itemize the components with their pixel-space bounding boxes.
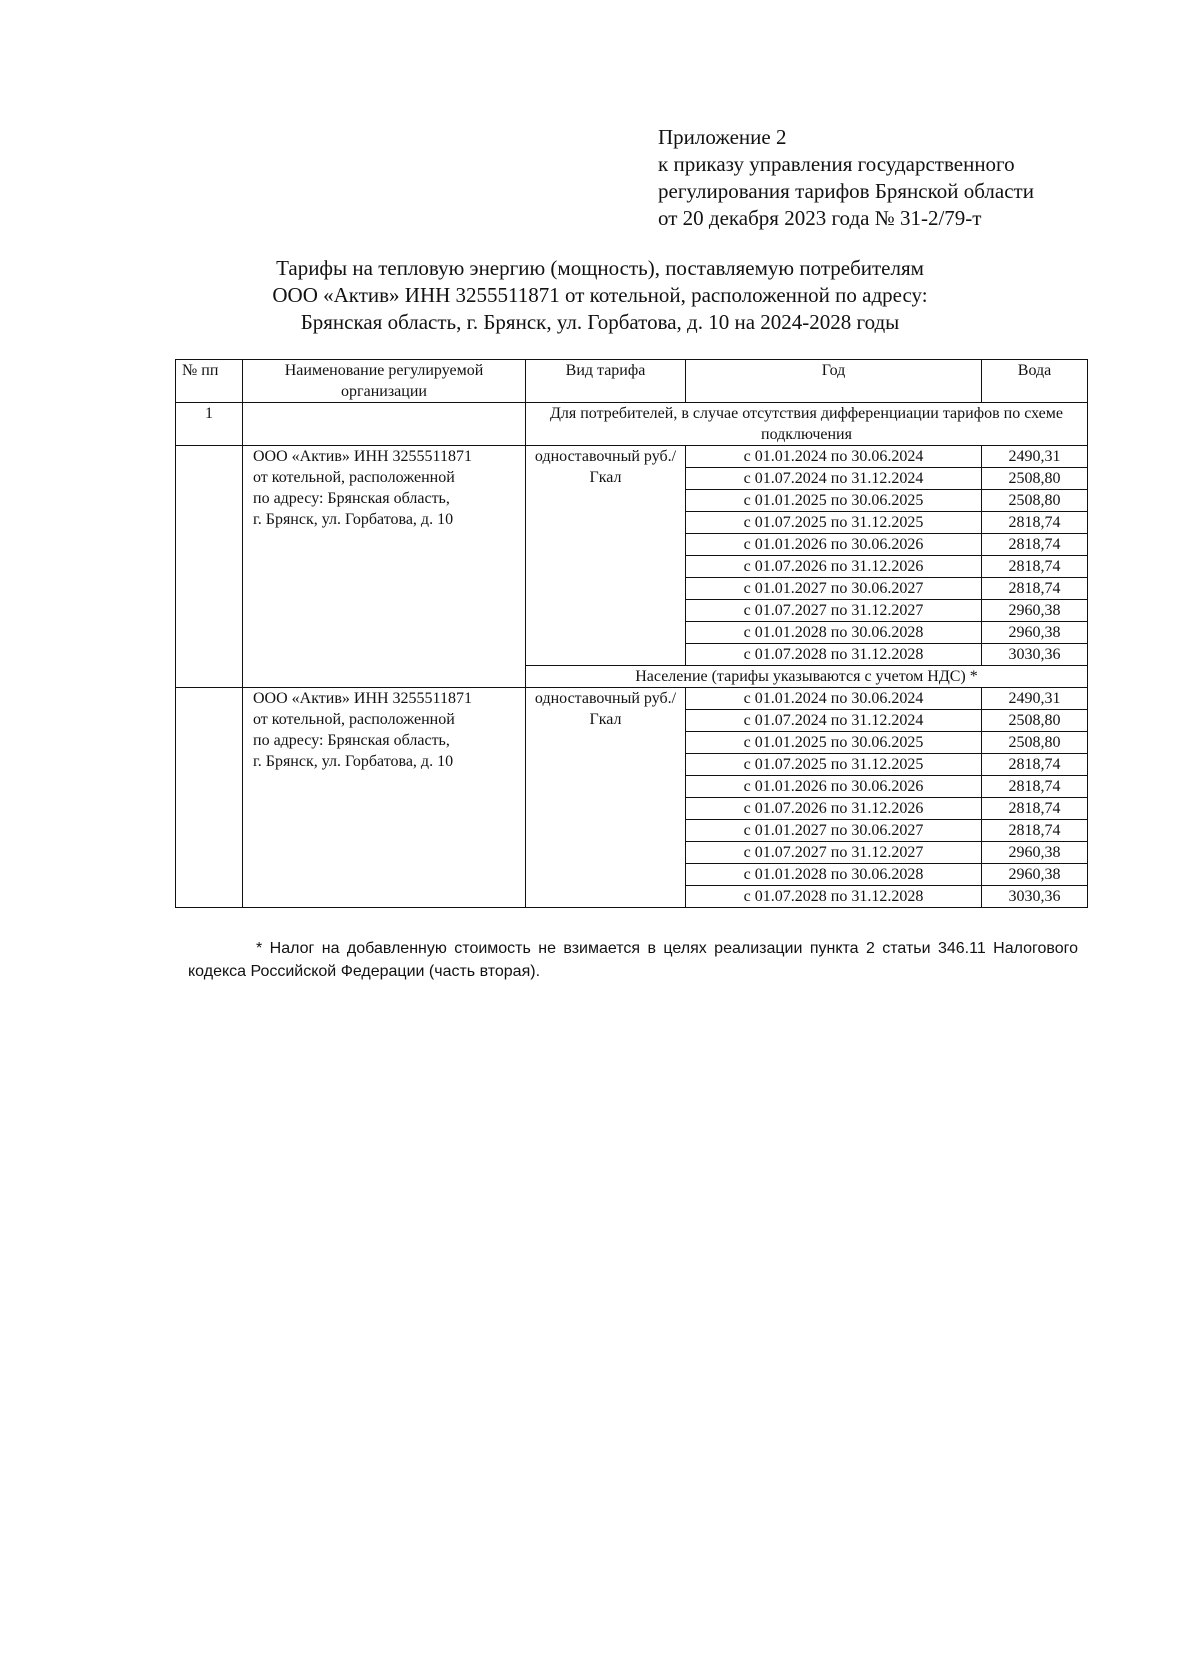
tariff-period: с 01.07.2028 по 31.12.2028 bbox=[686, 644, 982, 666]
tariff-table bbox=[175, 359, 1088, 908]
tariff-value: 2508,80 bbox=[982, 732, 1088, 754]
group-caption: Население (тарифы указываются с учетом НДС) * bbox=[526, 666, 1088, 688]
tariff-period: с 01.01.2025 по 30.06.2025 bbox=[686, 490, 982, 512]
header-year: Год bbox=[686, 360, 982, 403]
document-title bbox=[150, 255, 1050, 336]
appendix-line: регулирования тарифов Брянской области bbox=[658, 179, 1034, 203]
tariff-value: 3030,36 bbox=[982, 644, 1088, 666]
tariff-value: 2490,31 bbox=[982, 446, 1088, 468]
footnote: * Налог на добавленную стоимость не взимается в целях реализации пункта 2 статьи 346.11 Налогового кодекса Российской Федерации (часть вторая). bbox=[188, 940, 1078, 980]
tariff-value: 2818,74 bbox=[982, 776, 1088, 798]
empty-cell bbox=[243, 403, 526, 446]
tariff-period: с 01.07.2027 по 31.12.2027 bbox=[686, 600, 982, 622]
tariff-period: с 01.07.2025 по 31.12.2025 bbox=[686, 512, 982, 534]
tariff-value: 3030,36 bbox=[982, 886, 1088, 908]
title-line: Тарифы на тепловую энергию (мощность), поставляемую потребителям bbox=[276, 256, 924, 280]
tariff-value: 2960,38 bbox=[982, 864, 1088, 886]
group-caption: Для потребителей, в случае отсутствия дифференциации тарифов по схеме подключения bbox=[526, 403, 1088, 446]
appendix-line: от 20 декабря 2023 года № 31-2/79-т bbox=[658, 206, 982, 230]
header-kind: Вид тарифа bbox=[526, 360, 686, 403]
tariff-period: с 01.01.2027 по 30.06.2027 bbox=[686, 578, 982, 600]
tariff-value: 2818,74 bbox=[982, 754, 1088, 776]
tariff-value: 2508,80 bbox=[982, 468, 1088, 490]
tariff-period: с 01.07.2026 по 31.12.2026 bbox=[686, 798, 982, 820]
appendix-line: Приложение 2 bbox=[658, 125, 787, 149]
tariff-period: с 01.01.2026 по 30.06.2026 bbox=[686, 776, 982, 798]
tariff-period: с 01.01.2028 по 30.06.2028 bbox=[686, 622, 982, 644]
tariff-value: 2960,38 bbox=[982, 622, 1088, 644]
tariff-period: с 01.01.2025 по 30.06.2025 bbox=[686, 732, 982, 754]
table-row bbox=[176, 446, 1088, 468]
organization-name: ООО «Актив» ИНН 3255511871 от котельной, расположенной по адресу: Брянская область, г. Брянск, ул. Горбатова, д. 10 bbox=[243, 446, 526, 688]
tariff-value: 2960,38 bbox=[982, 842, 1088, 864]
tariff-kind: одноставочный руб./Гкал bbox=[526, 446, 686, 666]
tariff-period: с 01.07.2024 по 31.12.2024 bbox=[686, 710, 982, 732]
organization-name: ООО «Актив» ИНН 3255511871 от котельной, расположенной по адресу: Брянская область, г. Брянск, ул. Горбатова, д. 10 bbox=[243, 688, 526, 908]
row-number: 1 bbox=[176, 403, 243, 446]
title-line: Брянская область, г. Брянск, ул. Горбатова, д. 10 на 2024-2028 годы bbox=[300, 310, 900, 334]
tariff-value: 2818,74 bbox=[982, 820, 1088, 842]
tariff-period: с 01.01.2024 по 30.06.2024 bbox=[686, 688, 982, 710]
tariff-value: 2818,74 bbox=[982, 798, 1088, 820]
tariff-value: 2818,74 bbox=[982, 556, 1088, 578]
tariff-period: с 01.07.2024 по 31.12.2024 bbox=[686, 468, 982, 490]
tariff-value: 2508,80 bbox=[982, 490, 1088, 512]
tariff-kind: одноставочный руб./Гкал bbox=[526, 688, 686, 908]
header-water: Вода bbox=[982, 360, 1088, 403]
tariff-value: 2818,74 bbox=[982, 512, 1088, 534]
tariff-period: с 01.01.2024 по 30.06.2024 bbox=[686, 446, 982, 468]
num-cell bbox=[176, 688, 243, 908]
header-num: № пп bbox=[176, 360, 243, 403]
table-body bbox=[176, 403, 1088, 908]
tariff-period: с 01.07.2028 по 31.12.2028 bbox=[686, 886, 982, 908]
tariff-value: 2818,74 bbox=[982, 578, 1088, 600]
appendix-line: к приказу управления государственного bbox=[658, 152, 1015, 176]
tariff-value: 2508,80 bbox=[982, 710, 1088, 732]
tariff-period: с 01.07.2026 по 31.12.2026 bbox=[686, 556, 982, 578]
tariff-value: 2818,74 bbox=[982, 534, 1088, 556]
tariff-period: с 01.07.2025 по 31.12.2025 bbox=[686, 754, 982, 776]
tariff-period: с 01.01.2028 по 30.06.2028 bbox=[686, 864, 982, 886]
title-line: ООО «Актив» ИНН 3255511871 от котельной, расположенной по адресу: bbox=[272, 283, 928, 307]
tariff-value: 2490,31 bbox=[982, 688, 1088, 710]
tariff-period: с 01.07.2027 по 31.12.2027 bbox=[686, 842, 982, 864]
appendix-block bbox=[658, 124, 1034, 232]
table-header-row bbox=[176, 360, 1088, 403]
header-org: Наименование регулируемой организации bbox=[243, 360, 526, 403]
tariff-value: 2960,38 bbox=[982, 600, 1088, 622]
num-cell bbox=[176, 446, 243, 688]
tariff-period: с 01.01.2026 по 30.06.2026 bbox=[686, 534, 982, 556]
group-caption-row bbox=[176, 403, 1088, 446]
tariff-period: с 01.01.2027 по 30.06.2027 bbox=[686, 820, 982, 842]
table-row bbox=[176, 688, 1088, 710]
